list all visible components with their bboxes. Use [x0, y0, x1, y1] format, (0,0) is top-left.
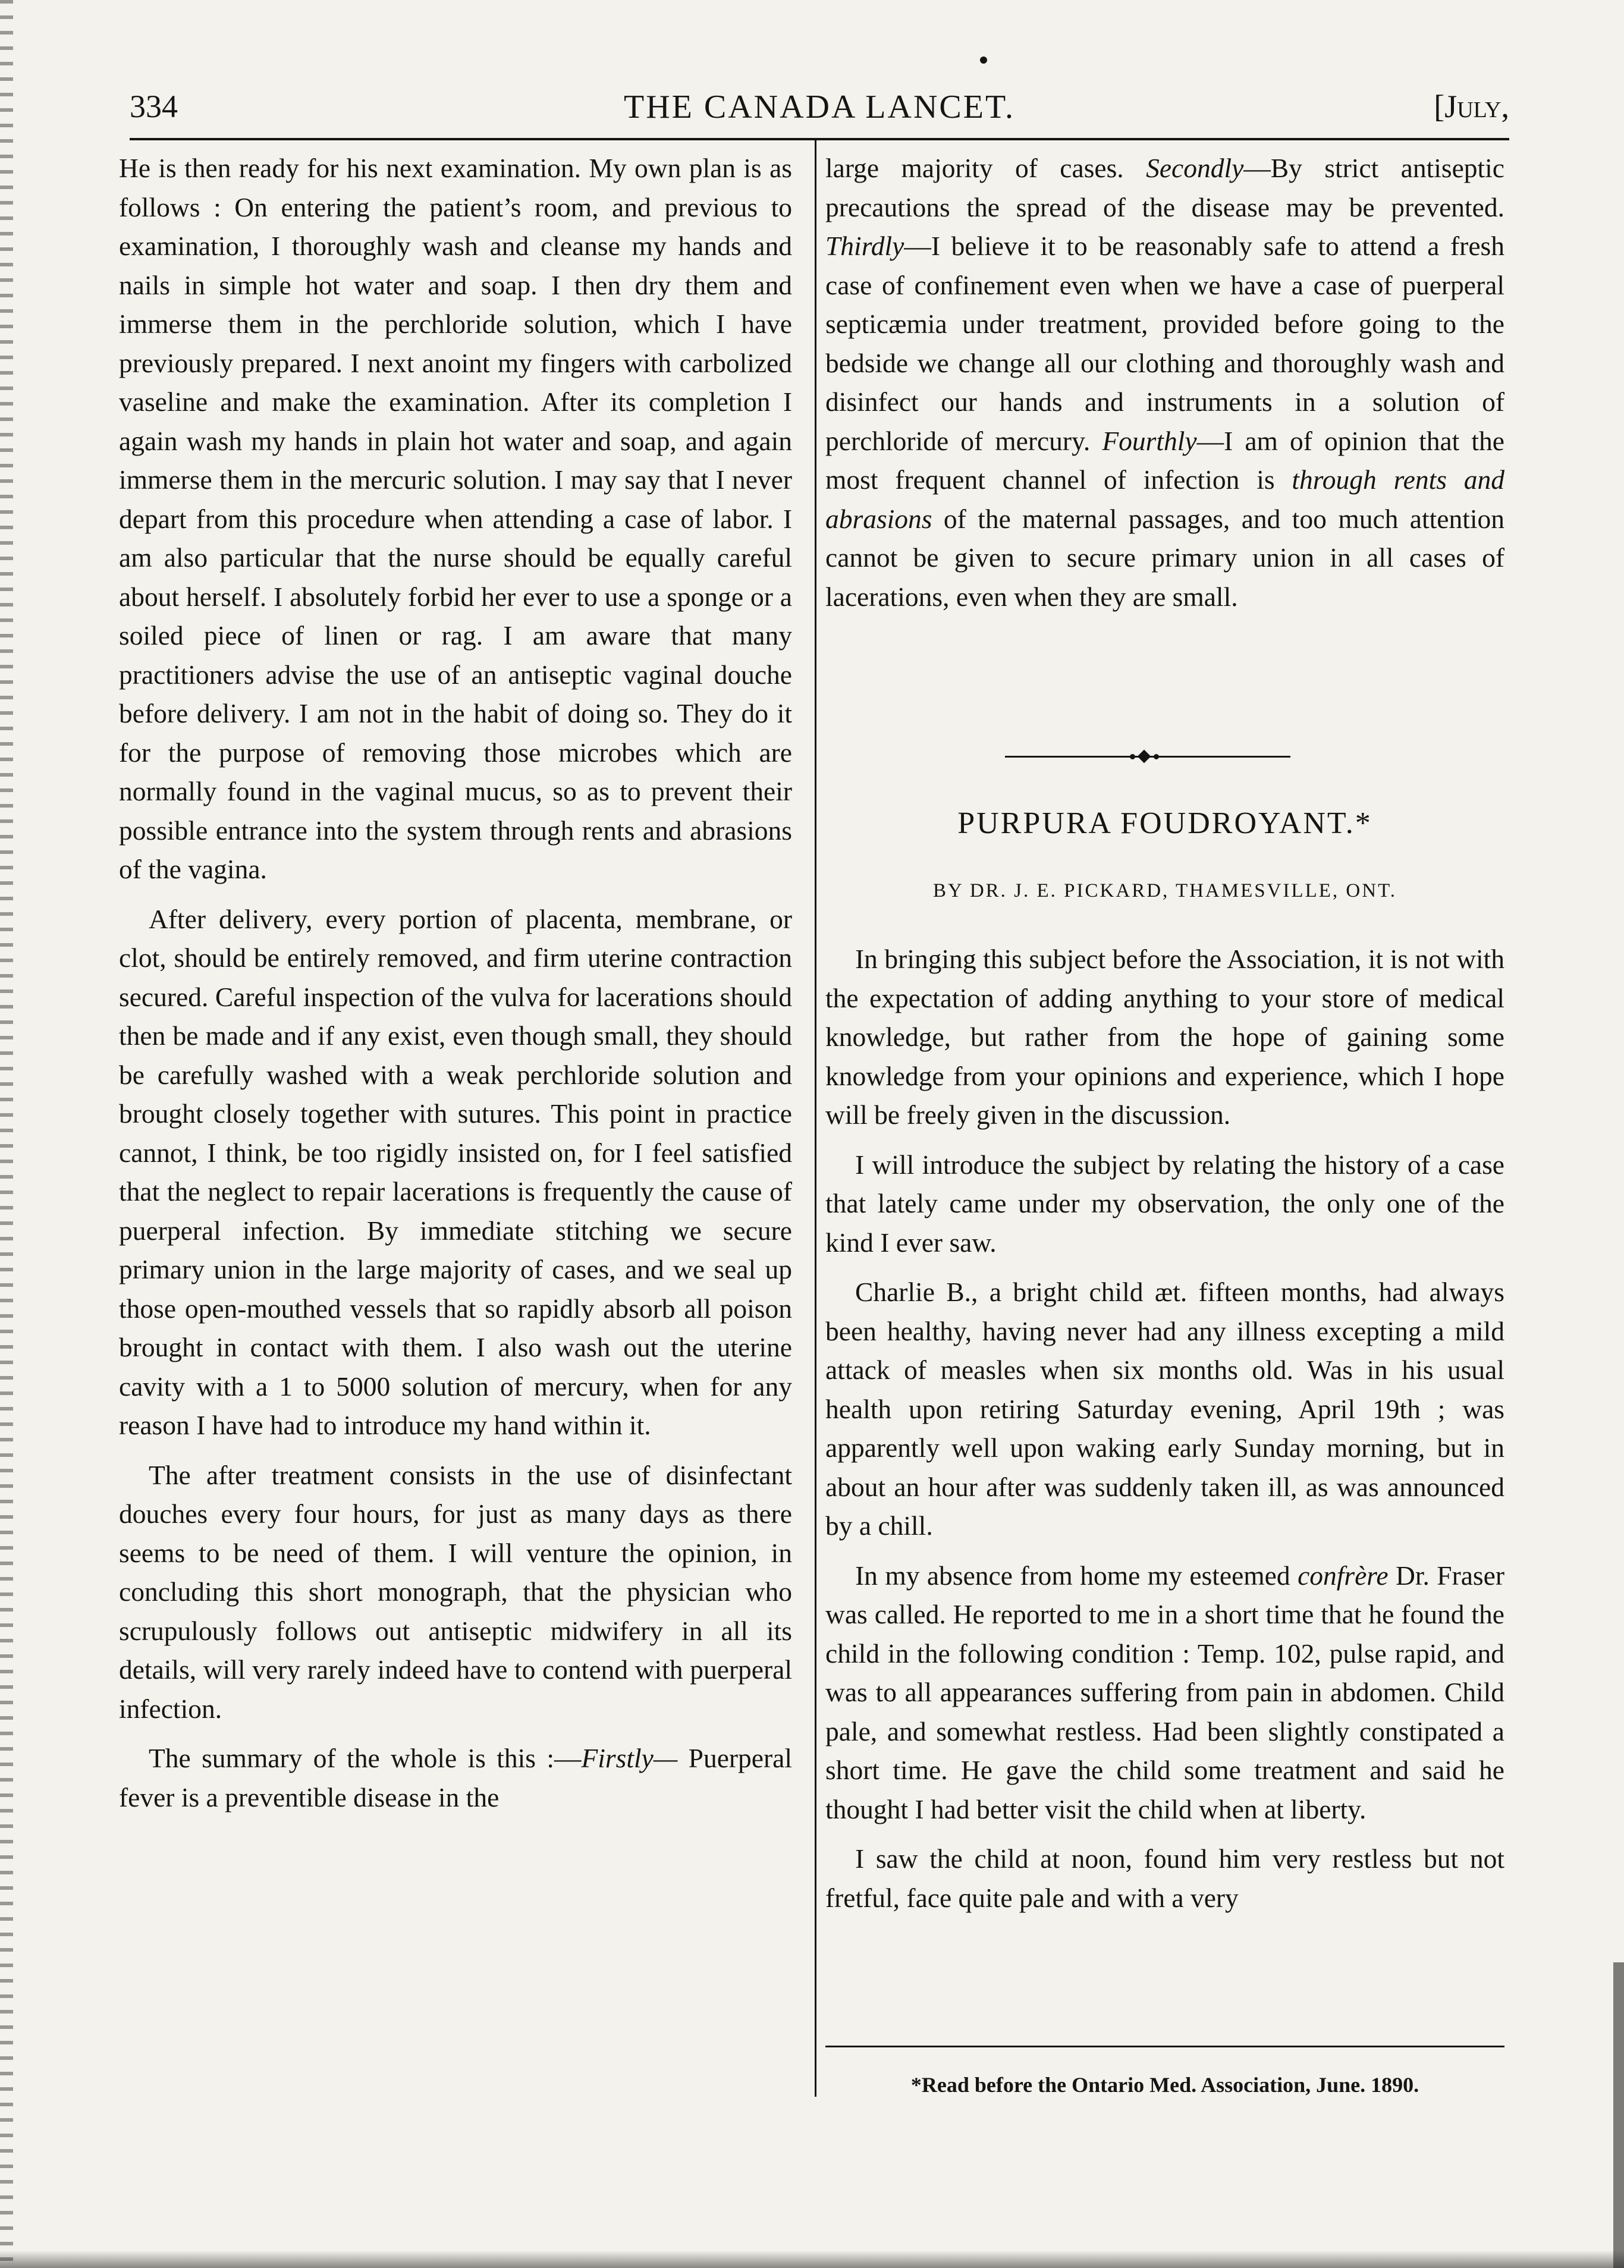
summary-rest: Puerperal fever is a preventible disease in the	[119, 1743, 792, 1812]
text-run: large majority of cases.	[825, 153, 1146, 183]
scan-shadow-bottom	[0, 2250, 1624, 2268]
scan-shadow-left	[0, 0, 13, 2268]
right-column-top	[825, 149, 1504, 616]
body-paragraph: Charlie B., a bright child æt. fifteen months, had always been healthy, having never had any illness excepting a mild attack of measles when six months old. Was in his usual health upon retiring Saturday evening, April 19th ; was apparently well upon waking early Sunday morning, but in about an hour after was suddenly taken ill, as was announced by a chill.	[825, 1277, 1504, 1541]
body-paragraph: I saw the child at noon, found him very restless but not fretful, face quite pale and with a very	[825, 1843, 1504, 1913]
thirdly-label: Thirdly	[825, 231, 904, 261]
scan-shadow-right	[1613, 1962, 1624, 2268]
text-run: —I am of opinion that the most frequent channel of infection is	[825, 425, 1504, 495]
left-column	[119, 149, 792, 1817]
footnote: *Read before the Ontario Med. Association, June. 1890.	[910, 2073, 1419, 2097]
text-run: Dr. Fraser was called. He reported to me in a short time that he found the child in the following condition : Temp. 102, pulse rapid, and was to all appearances suffering from pain in abdomen. Child pale, and somewhat restless. Had been slightly constipated a short time. He gave the child some treatment and said he thought I had better visit the child when at liberty.	[825, 1560, 1504, 1824]
page-number: 334	[130, 89, 178, 124]
article-body	[825, 940, 1504, 1917]
summary-firstly: Firstly—	[581, 1743, 678, 1773]
emphasis-word: confrère	[1298, 1560, 1389, 1591]
ornament-diamond	[1138, 750, 1151, 764]
summary-paragraph	[119, 1739, 792, 1817]
journal-title: THE CANADA LANCET.	[623, 89, 1016, 125]
text-run: —I believe it to be reasonably safe to attend a fresh case of confinement even when we have a case of puerperal septicæmia under treatment, provided before going to the bedside we change all our clothing and thoroughly wash and disinfect our hands and instruments in a solution of perchloride of mercury.	[825, 231, 1504, 456]
body-paragraph: After delivery, every portion of placenta, membrane, or clot, should be entirely removed, and firm uterine contraction secured. Careful inspection of the vulva for lacerations should then be made and if any exist, even though small, they should be carefully washed with a weak perchloride solution and brought closely together with sutures. This point in practice cannot, I think, be too rigidly insisted on, for I feel satisfied that the neglect to repair lacerations is frequently the cause of puerperal infection. By immediate stitching we secure primary union in the large majority of cases, and we seal up those open-mouthed vessels that so rapidly absorb all poison brought in contact with them. I also wash out the uterine cavity with a 1 to 5000 solution of mercury, when for any reason I have had to introduce my hand within it.	[119, 903, 792, 1440]
text-run: —By strict antiseptic precautions the spread of the disease may be prevented.	[825, 153, 1504, 222]
text-run: In my absence from home my esteemed	[855, 1560, 1298, 1591]
issue-month: [July,	[1434, 89, 1509, 124]
article-byline: BY DR. J. E. PICKARD, THAMESVILLE, ONT.	[932, 880, 1397, 901]
summary-lead: The summary of the whole is this :—	[149, 1743, 582, 1773]
summary-continuation	[825, 149, 1504, 616]
article-title: PURPURA FOUDROYANT.*	[957, 806, 1372, 840]
column-divider	[815, 140, 816, 2097]
secondly-label: Secondly	[1146, 153, 1244, 183]
body-paragraph: He is then ready for his next examination. My own plan is as follows : On entering the patient’s room, and previous to examination, I thoroughly wash and cleanse my hands and nails in simple hot water and soap. I then dry them and immerse them in the perchloride solution, which I have previously prepared. I next anoint my fingers with carbolized vaseline and make the examination. After its completion I again wash my hands in plain hot water and soap, and again immerse them in the mercuric solution. I may say that I never depart from this procedure when attending a case of labor. I am also particular that the nurse should be equally careful about herself. I absolutely forbid her ever to use a sponge or a soiled piece of linen or rag. I am aware that many practitioners advise the use of an antiseptic vaginal douche before delivery. I am not in the habit of doing so. They do it for the purpose of removing those microbes which are normally found in the vaginal mucus, so as to prevent their possible entrance into the system through rents and abrasions of the vagina.	[119, 153, 792, 884]
footnote-rule	[825, 2046, 1504, 2047]
text-run: of the maternal passages, and too much attention cannot be given to secure primary union in all cases of lacerations, even when they are small.	[825, 503, 1504, 612]
emphasis-phrase: through rents and abrasions	[825, 464, 1504, 534]
section-ornament	[1005, 748, 1290, 766]
page-header	[130, 83, 1509, 137]
header-rule	[130, 138, 1509, 140]
header-ornament-dot	[980, 56, 987, 64]
body-paragraph: In bringing this subject before the Association, it is not with the expectation of adding anything to your store of medical knowledge, but rather from the hope of gaining some knowledge from your opinions and experience, which I hope will be freely given in the discussion.	[825, 944, 1504, 1130]
fourthly-label: Fourthly	[1102, 425, 1197, 456]
body-paragraph: I will introduce the subject by relating the history of a case that lately came under my observation, the only one of the kind I ever saw.	[825, 1149, 1504, 1258]
ornament-dot	[1154, 754, 1159, 759]
body-paragraph	[825, 1556, 1504, 1829]
body-paragraph: The after treatment consists in the use of disinfectant douches every four hours, for just as many days as there seems to be need of them. I will venture the opinion, in concluding this short monograph, that the physician who scrupulously follows out antiseptic midwifery in all its details, will very rarely indeed have to contend with puerperal infection.	[119, 1459, 792, 1724]
ornament-dot	[1130, 754, 1135, 759]
